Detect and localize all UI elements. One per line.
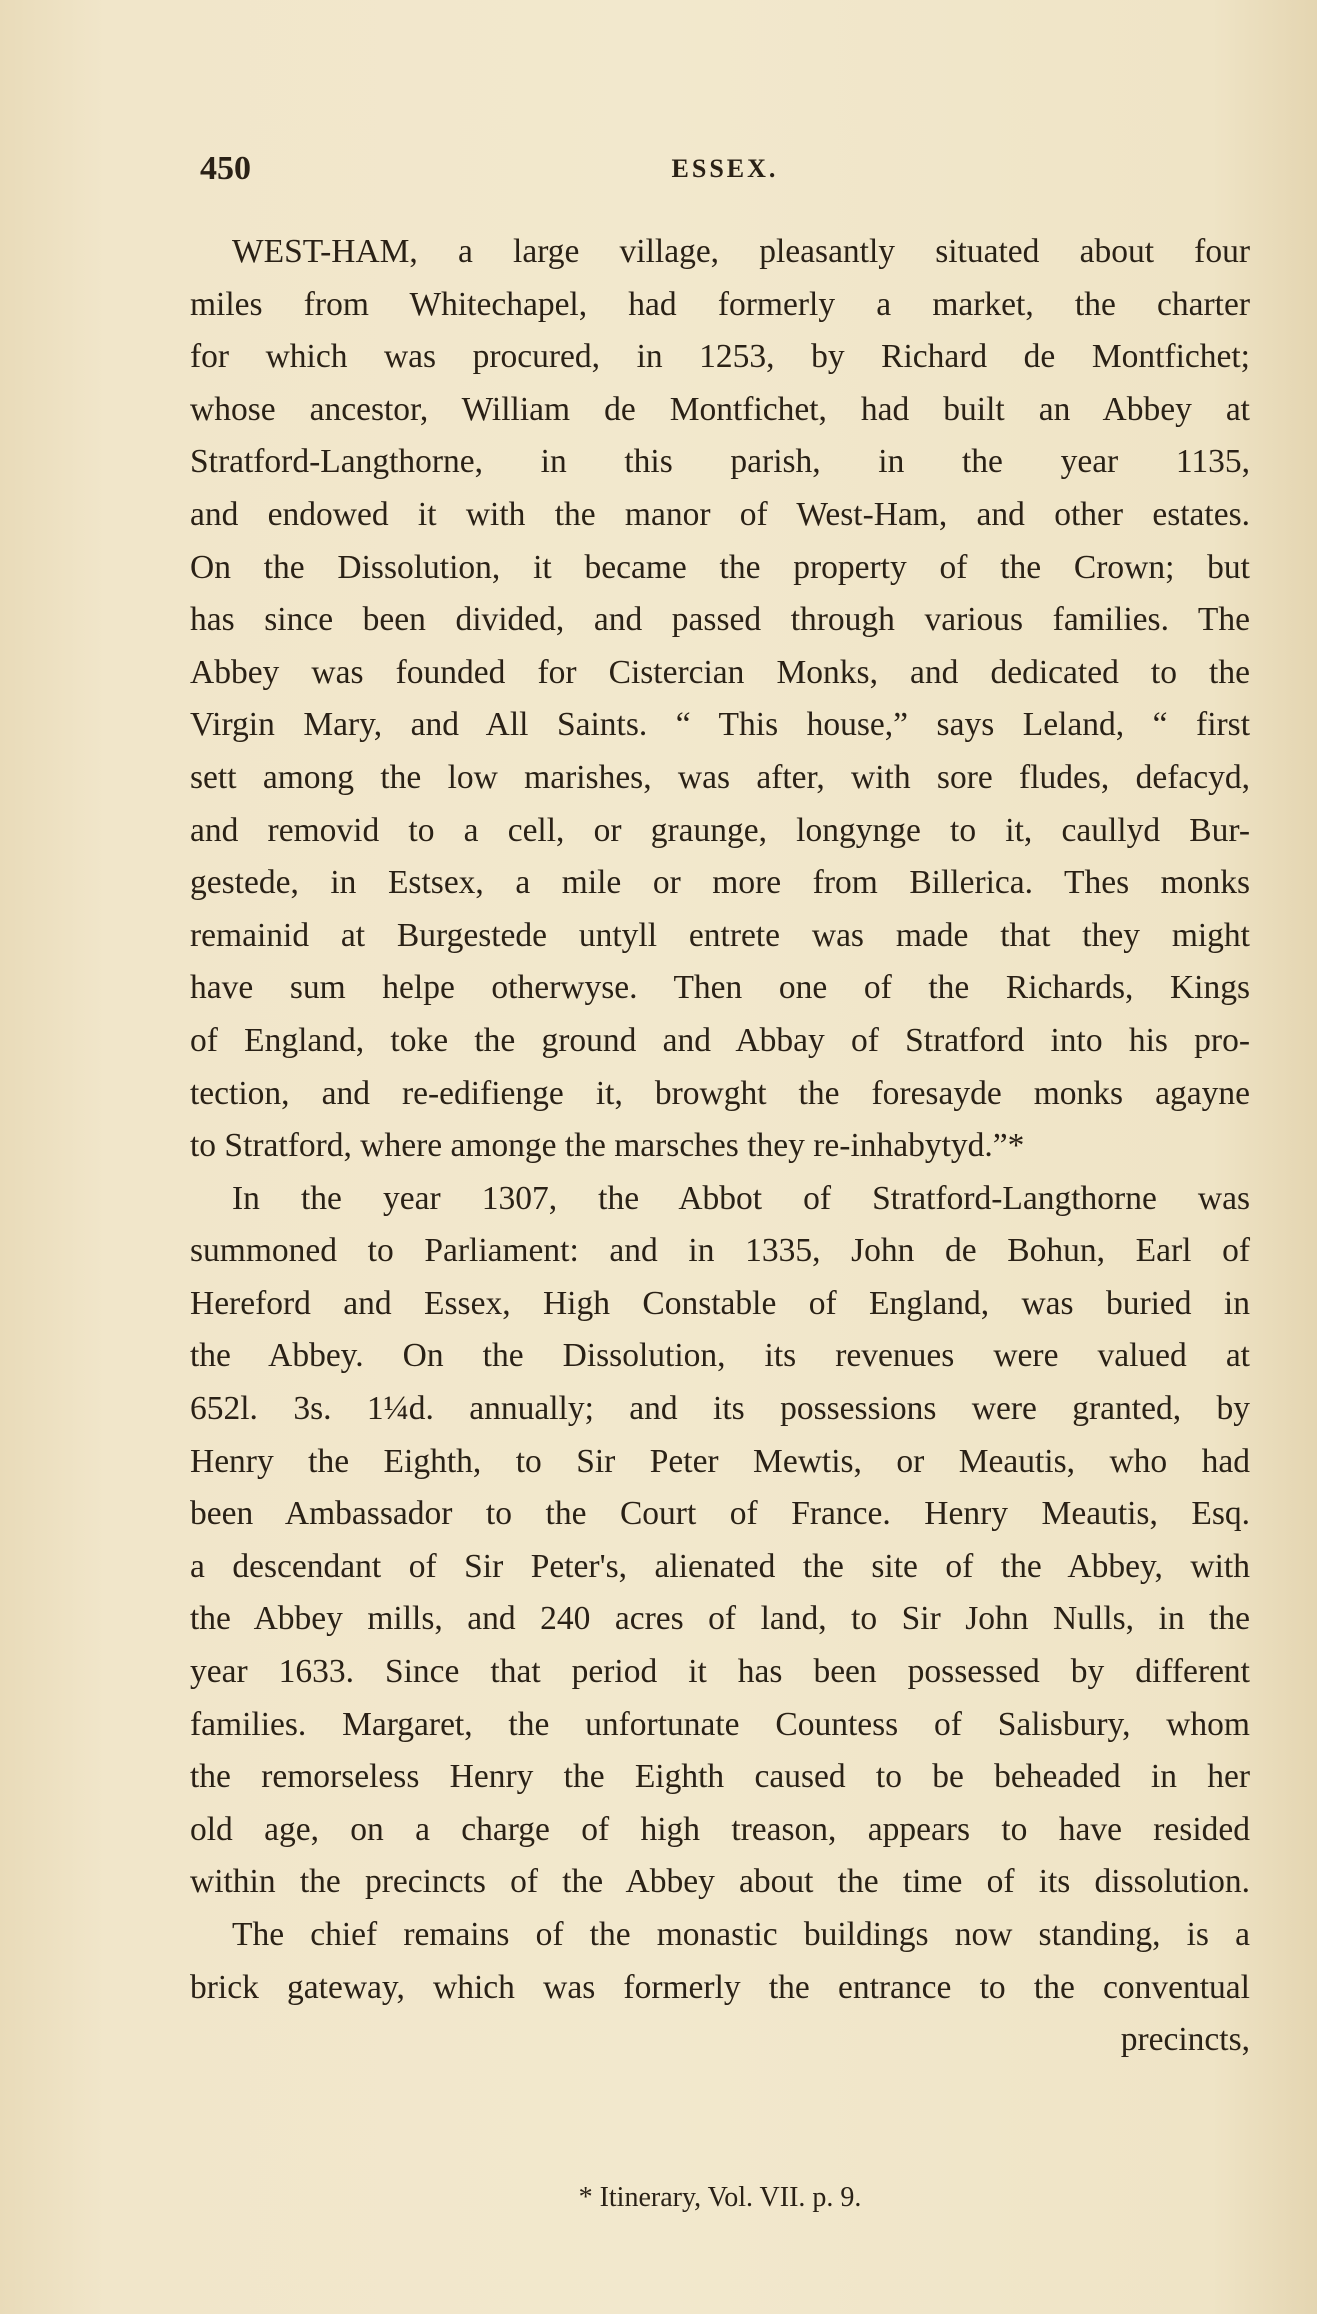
page-header (200, 150, 1250, 200)
text-line: and endowed it with the manor of West-Ham, and other estates. (190, 495, 1250, 533)
text-line: summoned to Parliament: and in 1335, John de Bohun, Earl of (190, 1232, 1250, 1270)
text-line: Abbey was founded for Cistercian Monks, and dedicated to the (190, 653, 1250, 691)
text-line: sett among the low marishes, was after, with sore fludes, defacyd, (190, 758, 1250, 796)
text-line: have sum helpe otherwyse. Then one of the Richards, Kings (190, 969, 1250, 1007)
text-line: within the precincts of the Abbey about the time of its dissolution. (190, 1863, 1250, 1901)
text-line: to Stratford, where amonge the marsches they re-inhabytyd.”* (190, 1127, 1025, 1165)
text-line: a descendant of Sir Peter's, alienated the site of the Abbey, with (190, 1547, 1250, 1585)
running-head: ESSEX. (671, 154, 779, 183)
body-text (190, 226, 1250, 2067)
text-line: miles from Whitechapel, had formerly a market, the charter (190, 285, 1250, 323)
text-line: gestede, in Estsex, a mile or more from Billerica. Thes monks (190, 864, 1250, 902)
text-line: the Abbey. On the Dissolution, its revenues were valued at (190, 1337, 1250, 1375)
text-line: In the year 1307, the Abbot of Stratford-Langthorne was (232, 1179, 1250, 1217)
text-line: The chief remains of the monastic buildings now standing, is a (232, 1916, 1250, 1953)
text-line: families. Margaret, the unfortunate Countess of Salisbury, whom (190, 1705, 1250, 1743)
text-line: been Ambassador to the Court of France. Henry Meautis, Esq. (190, 1495, 1250, 1533)
text-line: Virgin Mary, and All Saints. “ This house,” says Leland, “ first (190, 706, 1250, 744)
text-line: of England, toke the ground and Abbay of Stratford into his pro- (190, 1021, 1250, 1059)
text-line: WEST-HAM, a large village, pleasantly situated about four (232, 233, 1250, 270)
text-line: 652l. 3s. 1¼d. annually; and its possessions were granted, by (190, 1390, 1250, 1428)
text-line: Hereford and Essex, High Constable of England, was buried in (190, 1284, 1250, 1322)
text-line: old age, on a charge of high treason, appears to have resided (190, 1810, 1250, 1848)
catchword: precincts, (1120, 2021, 1250, 2059)
page-number: 450 (200, 150, 251, 187)
text-line: brick gateway, which was formerly the entrance to the conventual (190, 1968, 1250, 2006)
text-line: Henry the Eighth, to Sir Peter Mewtis, or Meautis, who had (190, 1442, 1250, 1480)
text-line: has since been divided, and passed through various families. The (190, 601, 1250, 639)
text-line: and removid to a cell, or graunge, longynge to it, caullyd Bur- (190, 811, 1250, 849)
text-line: year 1633. Since that period it has been possessed by different (190, 1653, 1250, 1691)
footnote: * Itinerary, Vol. VII. p. 9. (578, 2182, 862, 2213)
text-line: whose ancestor, William de Montfichet, had built an Abbey at (190, 390, 1250, 428)
text-line: for which was procured, in 1253, by Richard de Montfichet; (190, 338, 1250, 376)
text-line: the Abbey mills, and 240 acres of land, to Sir John Nulls, in the (190, 1600, 1250, 1638)
text-line: remainid at Burgestede untyll entrete was made that they might (190, 916, 1250, 954)
text-line: tection, and re-edifienge it, browght the foresayde monks agayne (190, 1074, 1250, 1112)
text-line: Stratford-Langthorne, in this parish, in the year 1135, (190, 443, 1250, 481)
text-line: On the Dissolution, it became the property of the Crown; but (190, 548, 1250, 586)
text-line: the remorseless Henry the Eighth caused to be beheaded in her (190, 1758, 1250, 1796)
